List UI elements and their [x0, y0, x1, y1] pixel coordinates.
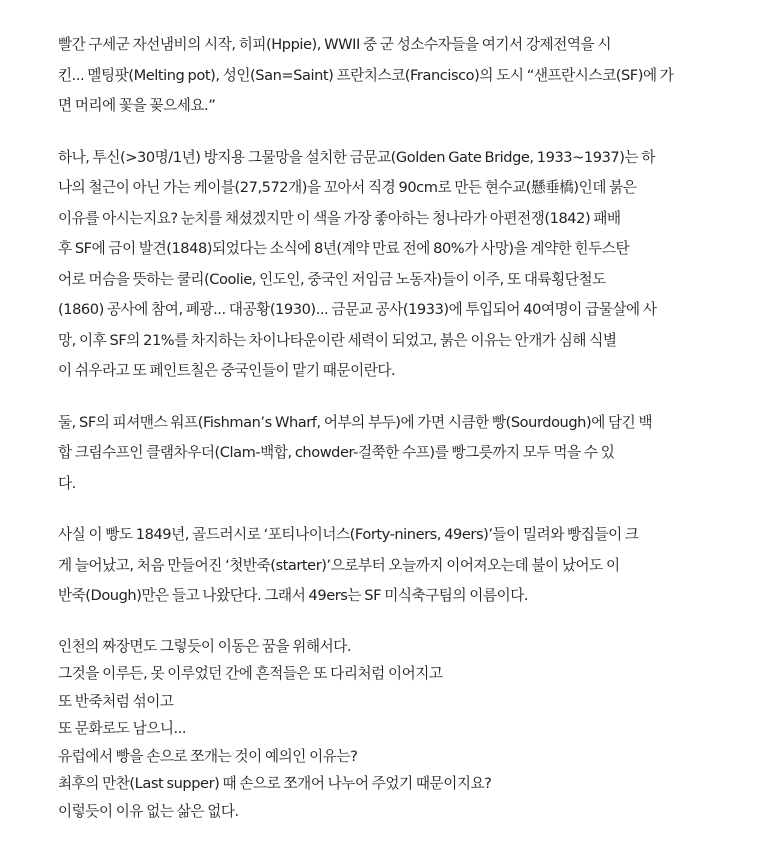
text-line: 인천의 짜장면도 그렇듯이 이동은 꿈을 위해서다. [58, 637, 352, 655]
text-line: (1860) 공사에 참여, 폐광... 대공황(1930)... 금문교 공사(1933)에 투입되어 40여명이 급물살에 사 [58, 301, 657, 318]
text-line: 또 문화로도 남으니... [58, 720, 187, 737]
text-line: 게 늘어났고, 처음 만들어진 ‘첫반죽(starter)’으로부터 오늘까지 이어져오는데 불이 났어도 이 [58, 556, 620, 574]
text-line: 이 쉬우라고 또 페인트칠은 중국인들이 맡기 때문이란다. [58, 362, 396, 379]
text-line: 그것을 이루든, 못 이루었던 간에 흔적들은 또 다리처럼 이어지고 [58, 665, 443, 682]
text-line: 반죽(Dough)만은 들고 나왔단다. 그래서 49ers는 SF 미식축구팀의 이름이다. [58, 587, 529, 604]
text-line: 나의 철근이 아닌 가는 케이블(27,572개)을 꼬아서 직경 90cm로 만든 현수교(懸垂橋)인데 붉은 [58, 179, 637, 196]
paragraph-golden-gate [58, 143, 724, 387]
text-line: 킨... 멜팅팟(Melting pot), 성인(San=Saint) 프란치스코(Francisco)의 도시 “샌프란시스코(SF)에 가 [58, 66, 674, 84]
text-line: 망, 이후 SF의 21%를 차지하는 차이나타운이란 세력이 되었고, 붉은 이유는 안개가 심해 식별 [58, 331, 617, 349]
paragraph-fishermans-wharf [58, 408, 724, 500]
text-line: 합 크림수프인 클램차우더(Clam-백합, chowder-걸쭉한 수프)를 빵그릇까지 모두 먹을 수 있 [58, 444, 615, 461]
paragraph-sourdough [58, 520, 724, 612]
paragraph-closing-verse [58, 633, 724, 826]
text-line: 유럽에서 빵을 손으로 쪼개는 것이 예의인 이유는? [58, 747, 358, 765]
text-line: 하나, 투신(>30명/1년) 방지용 그물망을 설치한 금문교(Golden Gate Bridge, 1933~1937)는 하 [58, 148, 655, 166]
text-line: 다. [58, 474, 76, 492]
paragraph-sf-intro [58, 30, 724, 122]
text-line: 사실 이 빵도 1849년, 골드러시로 ‘포티나이너스(Forty-niners, 49ers)’들이 밀려와 빵집들이 크 [58, 526, 639, 543]
text-line: 이유를 아시는지요? 눈치를 채셨겠지만 이 색을 가장 좋아하는 청나라가 아편전쟁(1842) 패배 [58, 209, 621, 227]
text-line: 어로 머슴을 뜻하는 쿨리(Coolie, 인도인, 중국인 저임금 노동자)들이 이주, 또 대륙횡단철도 [58, 270, 606, 288]
text-line: 면 머리에 꽃을 꽂으세요.” [58, 97, 216, 114]
text-line: 최후의 만찬(Last supper) 때 손으로 쪼개어 나누어 주었기 때문이지요? [58, 775, 492, 792]
text-line: 이렇듯이 이유 없는 삶은 없다. [58, 802, 239, 820]
text-line: 둘, SF의 피셔맨스 워프(Fishman’s Wharf, 어부의 부두)에 가면 시큼한 빵(Sourdough)에 담긴 백 [58, 413, 653, 431]
text-line: 빨간 구세군 자선냄비의 시작, 히피(Hppie), WWII 중 군 성소수자들을 여기서 강제전역을 시 [58, 36, 611, 53]
text-line: 또 반죽처럼 섞이고 [58, 692, 174, 710]
article-body [58, 30, 724, 846]
text-line: 후 SF에 금이 발견(1848)되었다는 소식에 8년(계약 만료 전에 80%가 사망)을 계약한 힌두스탄 [58, 240, 630, 257]
